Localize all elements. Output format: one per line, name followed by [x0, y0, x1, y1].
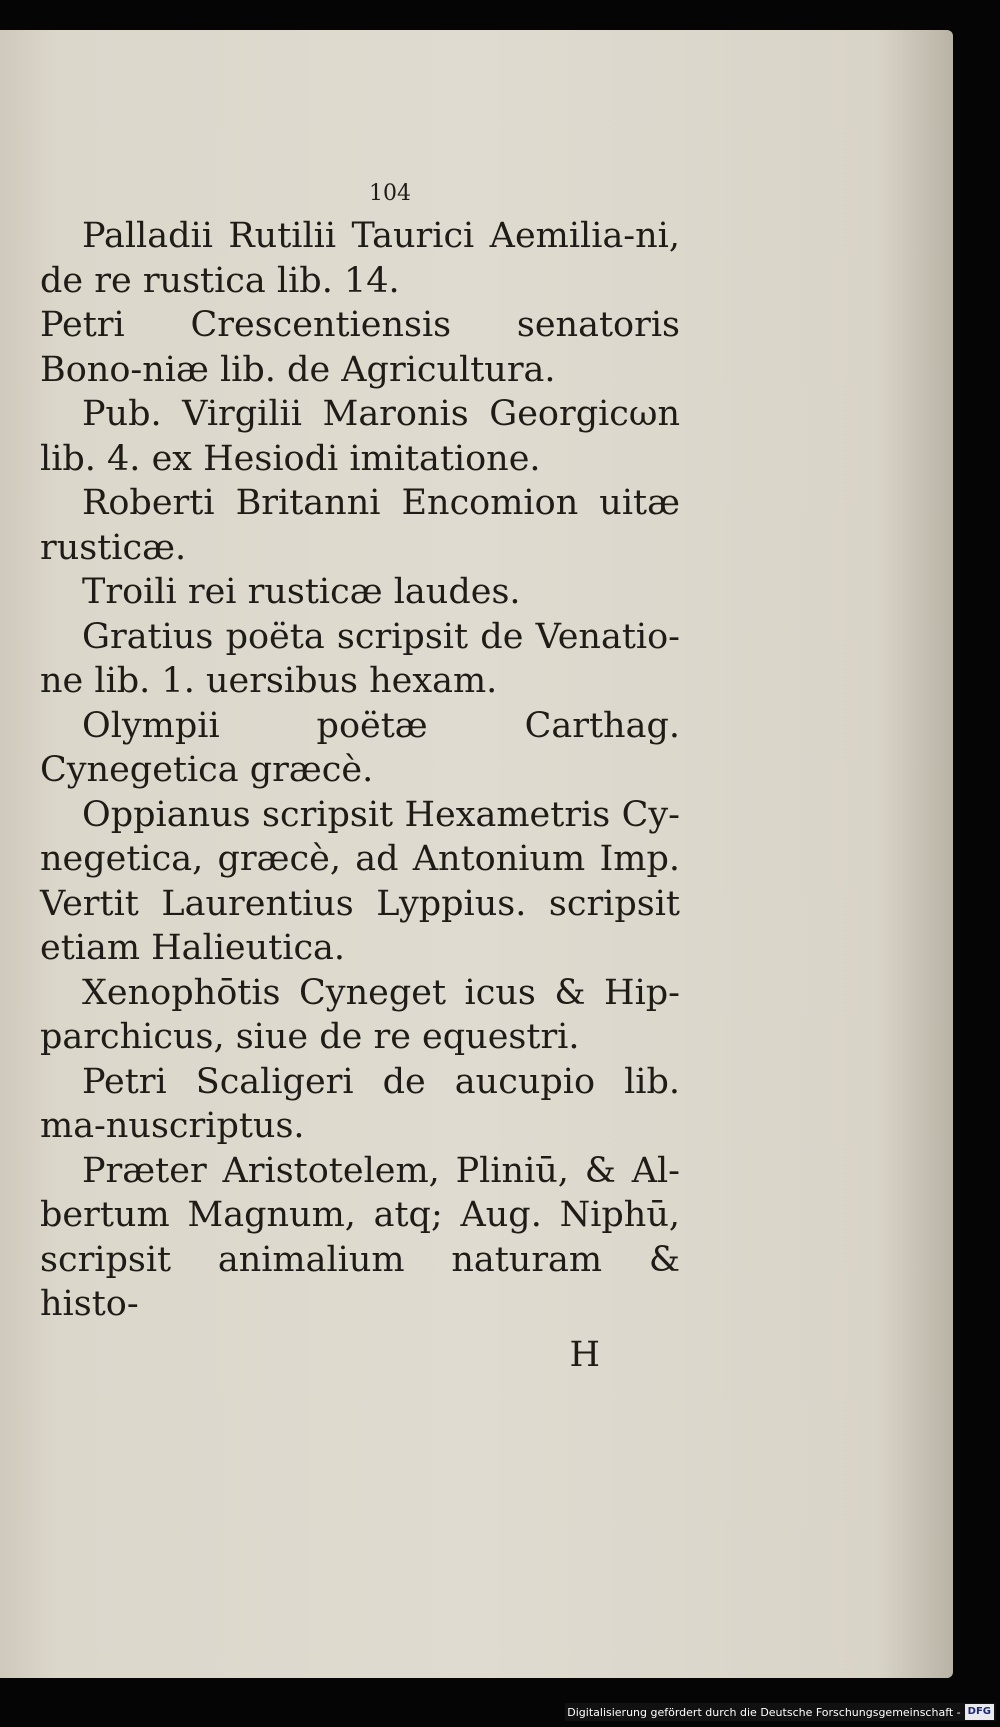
paragraph-aristoteles: Præter Aristotelem, Pliniū, & Al-bertum Magnum, atq; Aug. Niphū, scripsit animalium naturam & histo-	[40, 1150, 680, 1324]
digitization-credit	[565, 1703, 996, 1721]
paragraph-troilus: Troili rei rusticæ laudes.	[82, 572, 521, 612]
paragraph-scaliger: Petri Scaligeri de aucupio lib. ma-nuscriptus.	[40, 1061, 680, 1146]
paragraph-crescentiensis: Petri Crescentiensis senatoris Bono-niæ lib. de Agricultura.	[40, 305, 680, 390]
paragraph-gratius: Gratius poëta scripsit de Venatio-ne lib. 1. uersibus hexam.	[40, 616, 680, 701]
page-number: 104	[369, 181, 411, 206]
paragraph-olympius: Olympii poëtæ Carthag. Cynegetica græcè.	[40, 705, 680, 790]
dfg-logo-icon: DFG	[965, 1704, 994, 1720]
page-text	[40, 180, 680, 1377]
book-page	[0, 30, 953, 1678]
paragraph-britannus: Roberti Britanni Encomion uitæ rusticæ.	[40, 483, 680, 568]
paragraph-xenophon: Xenophōtis Cyneget icus & Hip-parchicus, siue de re equestri.	[40, 972, 680, 1057]
signature-mark: H	[569, 1334, 600, 1375]
paragraph-palladius: Palladii Rutilii Taurici Aemilia-ni, de re rustica lib. 14.	[40, 216, 680, 301]
paragraph-oppianus: Oppianus scripsit Hexametris Cy-negetica, græcè, ad Antonium Imp. Vertit Laurentius Lyppius. scripsit etiam Halieutica.	[40, 794, 680, 968]
credit-text: Digitalisierung gefördert durch die Deutsche Forschungsgemeinschaft -	[567, 1705, 961, 1719]
paragraph-virgilius: Pub. Virgilii Maronis Georgicωn lib. 4. ex Hesiodi imitatione.	[40, 394, 680, 479]
